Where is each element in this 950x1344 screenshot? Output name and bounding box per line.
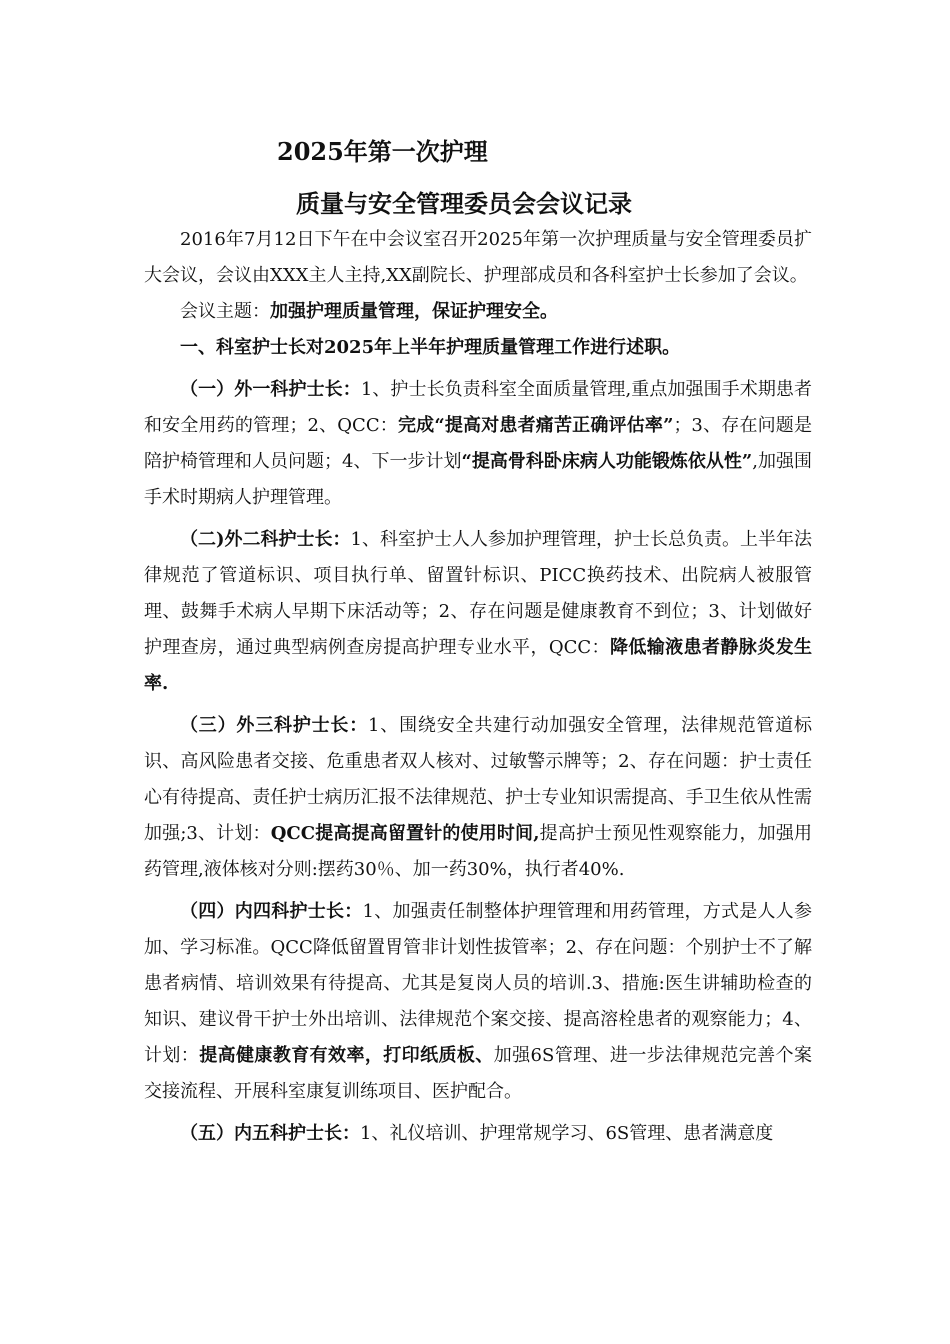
report-item-text: 1、礼仪培训、护理常规学习、6S管理、患者满意度 <box>360 1123 774 1144</box>
report-item-text: 提高护士预见性观察能力，加强用药管理,液体核对分则:摆药30％、加一药30%，执行者40%. <box>144 823 812 880</box>
intro-paragraph: 2016年7月12日下午在中会议室召开2025年第一次护理质量与安全管理委员扩大会议，会议由XXX主人主持,XX副院长、护理部成员和各科室护士长参加了会议。 <box>144 229 812 286</box>
meeting-theme-text: 加强护理质量管理，保证护理安全。 <box>270 301 558 322</box>
report-item-bold: QCC提高提高留置针的使用时间, <box>270 823 540 844</box>
meeting-theme-paragraph <box>144 294 812 330</box>
report-item-text: 加强6S管理、进一步法律规范完善个案交接流程、开展科室康复训练项目、医护配合。 <box>144 1045 812 1102</box>
report-item-bold: “提高骨科卧床病人功能锻炼依从性” <box>461 451 753 472</box>
report-item-2 <box>144 522 812 702</box>
report-item-text: 1、护士长负责科室全面质量管理,重点加强围手术期患者和安全用药的管理；2、QCC： <box>144 379 813 436</box>
report-item-head: （二)外二科护士长： <box>180 529 351 550</box>
report-item-head: （一）外一科护士长： <box>180 379 361 400</box>
report-item-text: ,加强围手术时期病人护理管理。 <box>144 451 812 508</box>
report-item-bold: 降低输液患者静脉炎发生率. <box>144 637 812 694</box>
report-item-5 <box>144 1116 812 1152</box>
report-item-text: ；3、存在问题是陪护椅管理和人员问题；4、下一步计划 <box>144 415 812 472</box>
document-title-line2: 质量与安全管理委员会会议记录 <box>296 189 632 218</box>
section-heading-text: 一、科室护士长对2025年上半年护理质量管理工作进行述职。 <box>180 337 681 358</box>
report-item-head: （五）内五科护士长： <box>180 1123 360 1144</box>
report-item-bold: 完成“提高对患者痛苦正确评估率” <box>397 415 674 436</box>
report-item-1 <box>144 372 812 516</box>
meeting-theme-label: 会议主题： <box>180 301 270 322</box>
report-item-head: （三）外三科护士长： <box>180 715 369 736</box>
report-item-4 <box>144 894 812 1110</box>
report-item-text: 1、围绕安全共建行动加强安全管理，法律规范管道标识、高风险患者交接、危重患者双人核对、过敏警示牌等；2、存在问题：护士责任心有待提高、责任护士病历汇报不法律规范、护士专业知识需提高、手卫生依从性需加强;3、计划： <box>144 715 812 844</box>
report-item-text: 1、加强责任制整体护理管理和用药管理，方式是人人参加、学习标准。QCC降低留置胃管非计划性拔管率；2、存在问题：个别护士不了解患者病情、培训效果有待提高、尤其是复岗人员的培训.3、措施:医生讲辅助检查的知识、建议骨干护士外出培训、法律规范个案交接、提高溶栓患者的观察能力；4、计划： <box>144 901 812 1066</box>
document-body <box>144 222 812 1152</box>
document-title-line1: 2025年第一次护理 <box>277 137 488 166</box>
report-item-head: （四）内四科护士长： <box>180 901 363 922</box>
report-item-bold: 提高健康教育有效率，打印纸质板、 <box>199 1045 494 1066</box>
report-item-text: 1、科室护士人人参加护理管理，护士长总负责。上半年法律规范了管道标识、项目执行单、留置针标识、PICC换药技术、出院病人被服管理、鼓舞手术病人早期下床活动等；2、存在问题是健康教育不到位；3、计划做好护理查房，通过典型病例查房提高护理专业水平，QCC： <box>144 529 812 658</box>
report-item-3 <box>144 708 812 888</box>
section-heading <box>144 330 812 366</box>
